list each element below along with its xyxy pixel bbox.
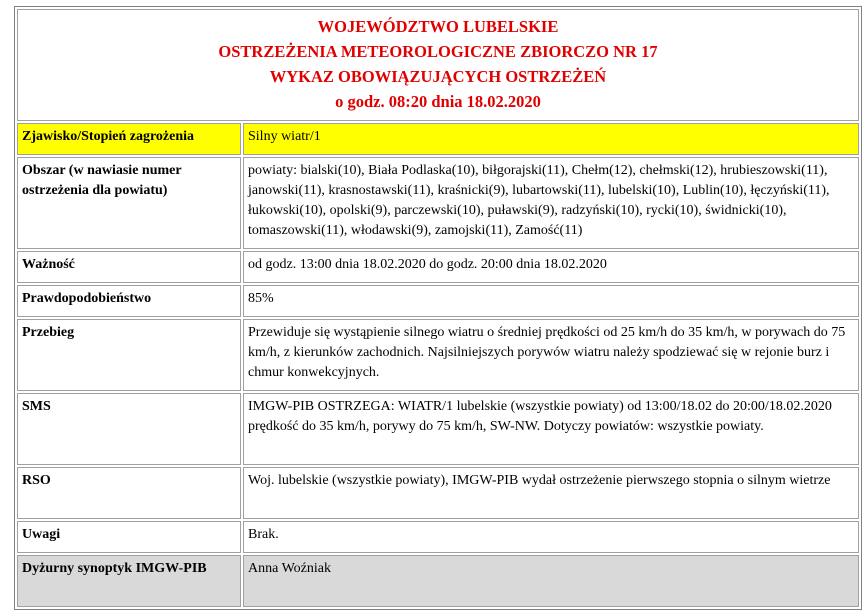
- table-row-rso: [17, 467, 859, 519]
- row-label: Ważność: [17, 251, 241, 283]
- warning-document: [14, 6, 864, 609]
- row-value: powiaty: bialski(10), Biała Podlaska(10), biłgorajski(11), Chełm(12), chełmski(12), hrubieszowski(11), janowski(11), krasnostawski(11), kraśnicki(9), lubartowski(11), lubelski(10), Lublin(10), łęczyński(11), łukowski(10), opolski(9), parczewski(10), puławski(9), radzyński(10), rycki(10), świdnicki(10), tomaszowski(11), włodawski(9), zamojski(11), Zamość(11): [243, 157, 859, 249]
- row-label: RSO: [17, 467, 241, 519]
- table-row-forecaster: [17, 555, 859, 607]
- row-label: Prawdopodobieństwo: [17, 285, 241, 317]
- title-list: WYKAZ OBOWIĄZUJĄCYCH OSTRZEŻEŃ: [269, 67, 607, 86]
- row-value: Woj. lubelskie (wszystkie powiaty), IMGW-PIB wydał ostrzeżenie pierwszego stopnia o silnym wietrze: [243, 467, 859, 519]
- header-row: [17, 9, 859, 121]
- row-label: Dyżurny synoptyk IMGW-PIB: [17, 555, 241, 607]
- table-row-area: [17, 157, 859, 249]
- title-summary: OSTRZEŻENIA METEOROLOGICZNE ZBIORCZO NR 17: [218, 42, 658, 61]
- table-row-course: [17, 319, 859, 391]
- document-title: [17, 9, 859, 121]
- warnings-table: [14, 6, 862, 610]
- table-row-phenomenon: [17, 123, 859, 155]
- row-value: od godz. 13:00 dnia 18.02.2020 do godz. 20:00 dnia 18.02.2020: [243, 251, 859, 283]
- row-value: Silny wiatr/1: [243, 123, 859, 155]
- row-value: IMGW-PIB OSTRZEGA: WIATR/1 lubelskie (wszystkie powiaty) od 13:00/18.02 do 20:00/18.02.2020 prędkość do 35 km/h, porywy do 75 km/h, SW-NW. Dotyczy powiatów: wszystkie powiaty.: [243, 393, 859, 465]
- row-value: Przewiduje się wystąpienie silnego wiatru o średniej prędkości od 25 km/h do 35 km/h, w porywach do 75 km/h, z kierunków zachodnich. Najsilniejszych porywów wiatru należy spodziewać się w rejonie burz i chmur konwekcyjnych.: [243, 319, 859, 391]
- row-label: SMS: [17, 393, 241, 465]
- table-row-notes: [17, 521, 859, 553]
- title-region: WOJEWÓDZTWO LUBELSKIE: [317, 17, 559, 36]
- title-time: o godz. 08:20 dnia 18.02.2020: [335, 92, 541, 111]
- table-row-validity: [17, 251, 859, 283]
- row-value: Anna Woźniak: [243, 555, 859, 607]
- row-label: Obszar (w nawiasie numer ostrzeżenia dla powiatu): [17, 157, 241, 249]
- table-row-probability: [17, 285, 859, 317]
- row-label: Uwagi: [17, 521, 241, 553]
- row-value: 85%: [243, 285, 859, 317]
- row-value: Brak.: [243, 521, 859, 553]
- row-label: Przebieg: [17, 319, 241, 391]
- row-label: Zjawisko/Stopień zagrożenia: [17, 123, 241, 155]
- table-row-sms: [17, 393, 859, 465]
